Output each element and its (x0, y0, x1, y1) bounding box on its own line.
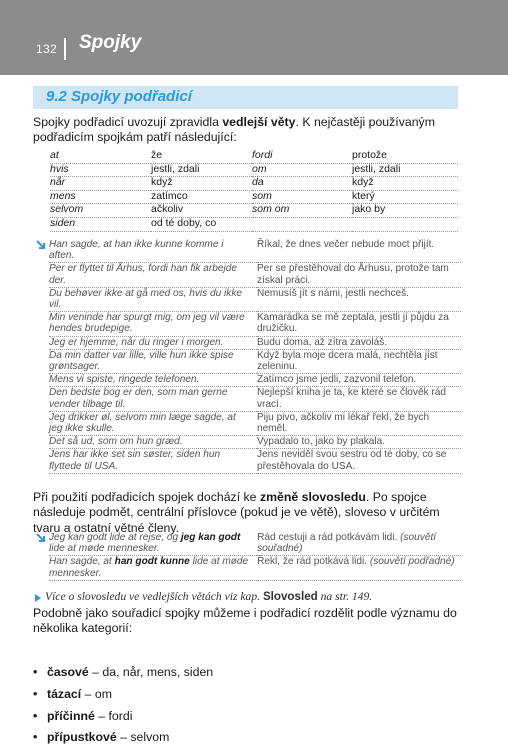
page-header (0, 0, 508, 75)
danish-conjunction: fordi (252, 150, 352, 163)
list-item (33, 662, 213, 684)
category-conjunctions: – om (81, 686, 112, 701)
danish-conjunction: mens (50, 190, 151, 204)
danish-example: Mens vi spiste, ringede telefonen. (49, 374, 257, 387)
chapter-title: Spojky (79, 32, 142, 53)
czech-example-text: Rád cestuji a rád potkávám lidi. (257, 532, 398, 543)
czech-example: Budu doma, až zítra zavoláš. (257, 336, 461, 349)
sentence-type-note: (souvětí podřadné) (367, 556, 455, 568)
category-conjunctions: – fordi (94, 708, 133, 723)
note-text-2: na str. 149. (317, 590, 373, 603)
category-label: tázací (47, 686, 82, 701)
example-row (49, 239, 461, 263)
example-row (49, 556, 461, 580)
danish-example-part: lide at møde mennesker. (49, 543, 160, 555)
danish-conjunction: da (252, 177, 352, 191)
danish-example: Du behøver ikke at gå med os, hvis du ikke vil. (49, 287, 257, 311)
note-text-1: Více o slovosledu ve vedlejších větách viz kap. (45, 590, 263, 603)
czech-example: Zatímco jsme jedli, zazvonil telefon. (257, 374, 461, 387)
czech-translation: jako by (352, 204, 458, 218)
example-row (49, 312, 461, 336)
danish-example: Jeg er hjemme, når du ringer i morgen. (49, 336, 257, 349)
danish-example (49, 556, 257, 580)
examples-table (49, 239, 461, 474)
danish-example-highlight: han godt kunne (114, 556, 190, 568)
category-list (33, 662, 213, 749)
table-row (50, 190, 458, 204)
czech-example: Když byla moje dcera malá, nechtěla jíst zeleninu. (257, 349, 461, 373)
example-row (49, 374, 461, 387)
example-row (49, 411, 461, 435)
category-conjunctions: – da, når, mens, siden (88, 665, 214, 679)
example-row (49, 349, 461, 373)
list-item (33, 684, 213, 706)
example-arrow-icon (35, 239, 47, 251)
table-row (50, 217, 458, 231)
example-arrow-icon (35, 532, 47, 544)
example-row (49, 532, 461, 556)
example-row (49, 287, 461, 311)
section-title: 9.2 Spojky podřadicí (46, 88, 192, 105)
danish-example (49, 532, 257, 556)
czech-translation: když (352, 177, 458, 191)
category-label: příčinné (47, 708, 95, 723)
category-label: přípustkové (47, 730, 117, 745)
czech-example: Jens neviděl svou sestru od té doby, co se přestěhovala do USA. (257, 449, 461, 473)
czech-example: Piju pivo, ačkoliv mi lékař řekl, že bych neměl. (257, 411, 461, 435)
table-row (50, 163, 458, 177)
intro-text-1: Spojky podřadicí uvozují zpravidla (33, 115, 223, 129)
danish-conjunction: hvis (50, 163, 151, 177)
czech-translation: ačkoliv (151, 204, 252, 218)
danish-conjunction: at (50, 150, 151, 163)
intro-paragraph (33, 115, 463, 146)
danish-example: Det så ud, som om hun græd. (49, 436, 257, 449)
list-item (33, 727, 213, 749)
danish-example: Den bedste bog er den, som man gerne vender tilbage til. (49, 387, 257, 411)
czech-translation: zatímco (151, 190, 252, 204)
czech-example (257, 532, 461, 556)
table-row (50, 204, 458, 218)
czech-translation: který (352, 190, 458, 204)
danish-conjunction: om (252, 163, 352, 177)
note-triangle-icon (35, 594, 41, 602)
table-row (50, 177, 458, 191)
word-order-paragraph (33, 490, 463, 536)
danish-conjunction: siden (50, 217, 151, 231)
example-row (49, 387, 461, 411)
note-link[interactable]: Slovosled (262, 590, 318, 603)
list-item (33, 706, 213, 728)
intro-text-2: . K nejčastěji používaným podřadicím spojkám patří následující: (33, 115, 435, 145)
danish-example: Jens har ikke set sin søster, siden hun flyttede til USA. (49, 449, 257, 473)
danish-example: Jeg drikker øl, selvom min læge sagde, at jeg ikke skulle. (49, 411, 257, 435)
czech-example: Nejlepší kniha je ta, ke které se člověk rád vrací. (257, 387, 461, 411)
czech-translation: když (151, 177, 252, 191)
word-order-text-2: . Po spojce následuje podmět, centrální příslovce (pokud je ve větě), sloveso v určitém tvaru a ostatní větné členy. (33, 490, 440, 535)
example-row (49, 436, 461, 449)
word-order-examples-table (49, 532, 461, 581)
danish-conjunction: selvom (50, 204, 151, 218)
danish-example-part: Han sagde, at (49, 556, 115, 568)
danish-conjunction (252, 217, 352, 231)
example-row (49, 263, 461, 287)
czech-example-text: Řekl, že rád potkává lidi. (257, 556, 368, 568)
cross-reference-note (45, 590, 372, 603)
czech-example: Nemusíš jít s námi, jestli nechceš. (257, 287, 461, 311)
category-conjunctions: – selvom (116, 730, 170, 745)
example-row (49, 449, 461, 473)
danish-example: Min veninde har spurgt mig, om jeg vil være hendes brudepige. (49, 312, 257, 336)
danish-conjunction: som om (252, 204, 352, 218)
czech-example: Per se přestěhoval do Århusu, protože tam získal práci. (257, 263, 461, 287)
danish-example-part: Jeg kan godt lide at rejse, og (49, 532, 181, 543)
danish-conjunction: som (252, 190, 352, 204)
sentence-type-note: (souvětí souřadné) (257, 532, 437, 555)
intro-bold: vedlejší věty (222, 115, 296, 129)
danish-example-highlight: jeg kan godt (180, 532, 241, 543)
czech-translation: od té doby, co (151, 217, 252, 231)
czech-example: Říkal, že dnes večer nebude moct přijít. (257, 239, 461, 263)
word-order-bold: změně slovosledu (259, 490, 366, 504)
danish-example: Per er flyttet til Århus, fordi han fik arbejde der. (49, 263, 257, 287)
danish-conjunction: når (50, 177, 151, 191)
czech-translation: jestli, zdali (151, 163, 252, 177)
czech-translation: jestli, zdali (352, 163, 458, 177)
example-row (49, 336, 461, 349)
table-row (50, 150, 458, 163)
czech-translation: že (151, 150, 252, 163)
danish-example: Han sagde, at han ikke kunne komme i aften. (49, 239, 257, 263)
categories-intro: Podobně jako souřadicí spojky můžeme i podřadicí rozdělit podle významu do několika kategorií: (33, 606, 457, 636)
czech-example: Kamarádka se mě zeptala, jestli jí půjdu za družičku. (257, 312, 461, 336)
category-label: časové (47, 665, 89, 679)
czech-example (257, 556, 461, 580)
conjunction-table (50, 150, 458, 232)
danish-example-part: lide at møde mennesker. (49, 556, 249, 579)
danish-example: Da min datter var lille, ville hun ikke spise grøntsager. (49, 349, 257, 373)
czech-translation: protože (352, 150, 458, 163)
header-divider (64, 38, 66, 60)
page-number: 132 (36, 42, 57, 56)
word-order-text-1: Při použití podřadicích spojek dochází ke (33, 490, 260, 504)
czech-example: Vypadalo to, jako by plakala. (257, 436, 461, 449)
czech-translation (352, 217, 458, 231)
